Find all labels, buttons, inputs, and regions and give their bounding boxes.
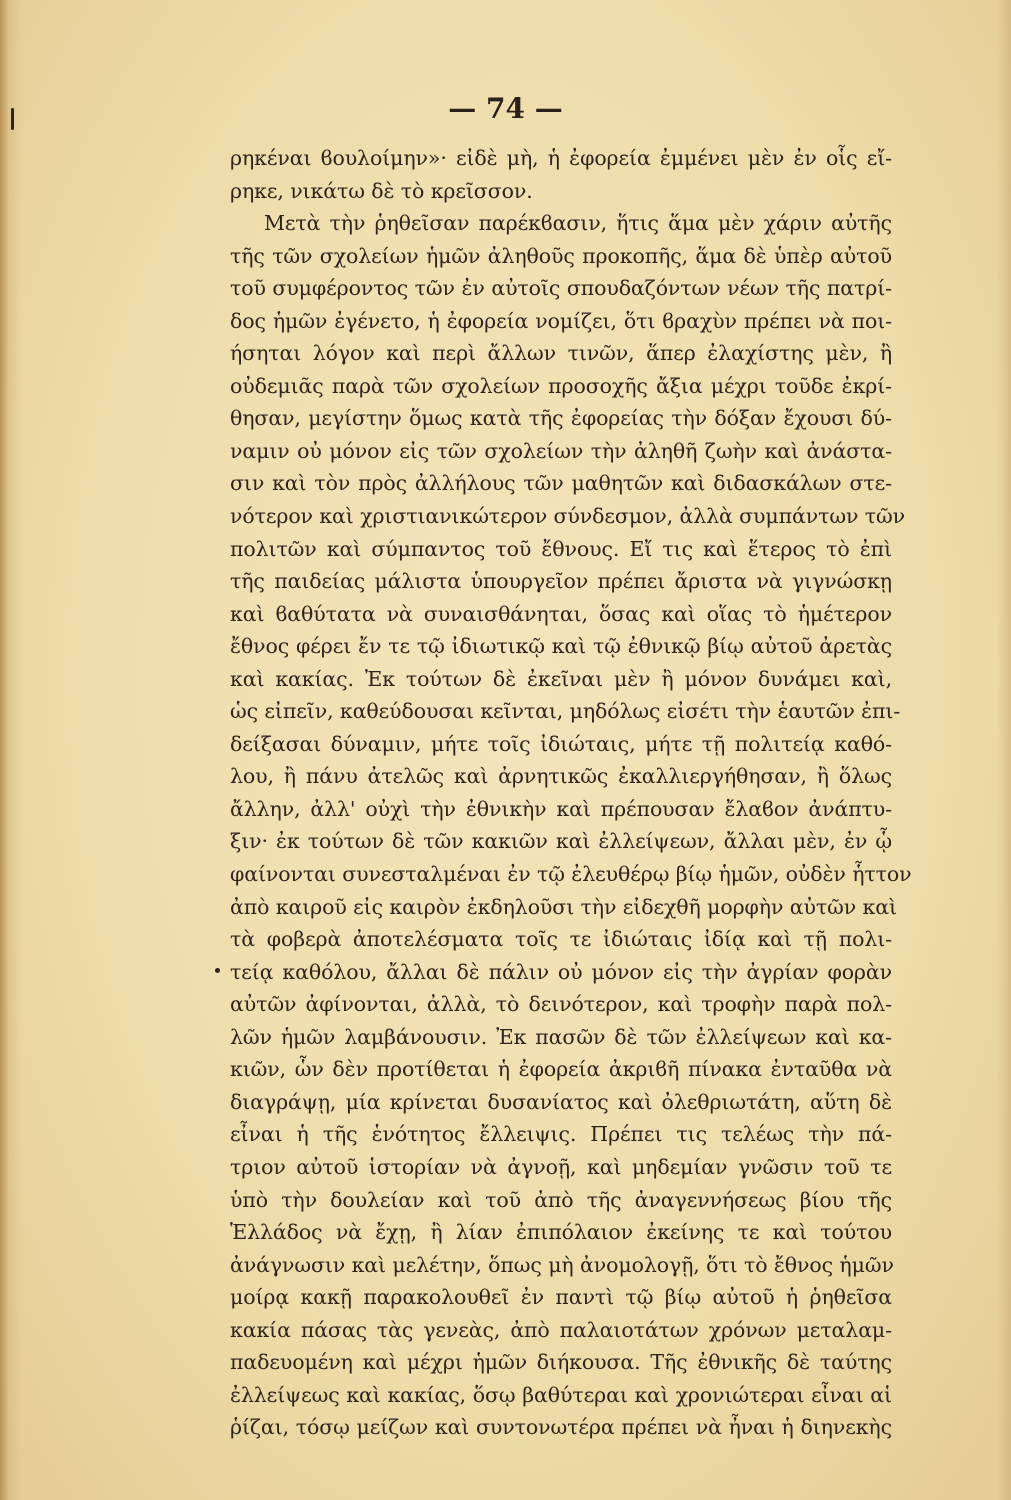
text-line: δείξασαι δύναμιν, μήτε τοῖς ἰδιώταις, μήτε τῇ πολιτείᾳ καθό- bbox=[230, 731, 892, 756]
text-line: σιν καὶ τὸν πρὸς ἀλλήλους τῶν μαθητῶν καὶ διδασκάλων στε- bbox=[230, 471, 892, 496]
text-line: τὰ φοβερὰ ἀποτελέσματα τοῖς τε ἰδιώταις ἰδίᾳ καὶ τῇ πολι- bbox=[230, 927, 892, 952]
text-line: νότερον καὶ χριστιανικώτερον σύνδεσμον, ἀλλὰ συμπάντων τῶν bbox=[230, 504, 905, 529]
text-line: θησαν, μεγίστην ὅμως κατὰ τῆς ἐφορείας τὴν δόξαν ἔχουσι δύ- bbox=[230, 406, 892, 431]
ink-speck bbox=[11, 108, 14, 130]
text-line: φαίνονται συνεσταλμέναι ἐν τῷ ἐλευθέρῳ βίῳ ἡμῶν, οὐδὲν ἧττον bbox=[230, 862, 912, 887]
text-line: παδευομένη καὶ μέχρι ἡμῶν διήκουσα. Τῆς ἐθνικῆς δὲ ταύτης bbox=[230, 1350, 892, 1375]
text-line: ήσηται λόγον καὶ περὶ ἄλλων τινῶν, ἅπερ ἐλαχίστης μὲν, ἢ bbox=[230, 341, 892, 366]
text-line: πολιτῶν καὶ σύμπαντος τοῦ ἔθνους. Εἴ τις καὶ ἕτερος τὸ ἐπὶ bbox=[230, 536, 892, 561]
page-body-text bbox=[230, 142, 912, 1444]
text-line: καὶ κακίας. Ἐκ τούτων δὲ ἐκεῖναι μὲν ἢ μόνον δυνάμει καὶ, bbox=[230, 666, 892, 691]
text-line: ἐλλείψεως καὶ κακίας, ὅσῳ βαθύτεραι καὶ χρονιώτεραι εἶναι αἱ bbox=[230, 1382, 892, 1407]
page-number: — 74 — bbox=[448, 92, 563, 125]
text-line: μοίρᾳ κακῇ παρακολουθεῖ ἐν παντὶ τῷ βίῳ αὐτοῦ ἡ ῥηθεῖσα bbox=[230, 1285, 892, 1310]
text-line: ἔθνος φέρει ἔν τε τῷ ἰδιωτικῷ καὶ τῷ ἐθνικῷ βίῳ αὐτοῦ ἀρετὰς bbox=[230, 634, 892, 659]
text-line: καὶ ϐαθύτατα νὰ συναισθάνηται, ὅσας καὶ οἵας τὸ ἡμέτερον bbox=[230, 601, 892, 626]
text-line: αὐτῶν ἀφίνονται, ἀλλὰ, τὸ δεινότερον, καὶ τροφὴν παρὰ πολ- bbox=[230, 992, 892, 1017]
text-line: κιῶν, ὧν δὲν προτίθεται ἡ ἐφορεία ἀκριϐῆ πίνακα ἐνταῦθα νὰ bbox=[230, 1057, 892, 1082]
text-line: ὡς εἰπεῖν, καθεύδουσαι κεῖνται, μηδόλως εἰσέτι τὴν ἑαυτῶν ἐπι- bbox=[230, 699, 901, 724]
page-edge-shading bbox=[997, 0, 1011, 1500]
text-line: ξιν· ἐκ τούτων δὲ τῶν κακιῶν καὶ ἐλλείψεων, ἄλλαι μὲν, ἐν ᾧ bbox=[230, 829, 892, 854]
text-line: ῥίζαι, τόσῳ μείζων καὶ συντονωτέρα πρέπει νὰ ἦναι ἡ διηνεκὴς bbox=[230, 1415, 892, 1440]
text-line: ναμιν οὐ μόνον εἰς τῶν σχολείων τὴν ἀληθῆ ζωὴν καὶ ἀνάστα- bbox=[230, 438, 892, 463]
text-line: τείᾳ καθόλου, ἄλλαι δὲ πάλιν οὐ μόνον εἰς τὴν ἀγρίαν φορὰν bbox=[230, 959, 892, 984]
text-line: ἀπὸ καιροῦ εἰς καιρὸν ἐκδηλοῦσι τὴν εἰδεχθῆ μορφὴν αὐτῶν καὶ bbox=[230, 894, 897, 919]
ink-speck bbox=[215, 968, 220, 973]
text-line: ὑπὸ τὴν δουλείαν καὶ τοῦ ἀπὸ τῆς ἀναγεννήσεως βίου τῆς bbox=[230, 1187, 892, 1212]
text-line: οὐδεμιᾶς παρὰ τῶν σχολείων προσοχῆς ἄξια μέχρι τοῦδε ἐκρί- bbox=[230, 373, 892, 398]
text-line: τοῦ συμφέροντος τῶν ἐν αὐτοῖς σπουδαζόντων νέων τῆς πατρί- bbox=[230, 276, 892, 301]
text-line: ρηκέναι ϐουλοίμην»· εἰδὲ μὴ, ἡ ἐφορεία ἐμμένει μὲν ἐν οἷς εἴ- bbox=[230, 146, 892, 170]
page-binding-shadow bbox=[0, 0, 22, 1500]
text-line: δος ἡμῶν ἐγένετο, ἡ ἐφορεία νομίζει, ὅτι ϐραχὺν πρέπει νὰ ποι- bbox=[230, 308, 892, 333]
text-line: ἀνάγνωσιν καὶ μελέτην, ὅπως μὴ ἀνομολογῇ, ὅτι τὸ ἔθνος ἡμῶν bbox=[230, 1252, 894, 1277]
text-line: διαγράψῃ, μία κρίνεται δυσανίατος καὶ ὀλεθριωτάτη, αὕτη δὲ bbox=[230, 1089, 892, 1114]
text-line: τριον αὐτοῦ ἱστορίαν νὰ ἀγνοῇ, καὶ μηδεμίαν γνῶσιν τοῦ τε bbox=[230, 1154, 892, 1179]
text-line: λῶν ἡμῶν λαμβάνουσιν. Ἐκ πασῶν δὲ τῶν ἐλλείψεων καὶ κα- bbox=[230, 1024, 892, 1049]
text-line: ρηκε, νικάτω δὲ τὸ κρεῖσσον. bbox=[230, 178, 533, 203]
text-line: κακία πάσας τὰς γενεὰς, ἀπὸ παλαιοτάτων χρόνων μεταλαμ- bbox=[230, 1317, 892, 1342]
text-line: τῆς παιδείας μάλιστα ὑπουργεῖον πρέπει ἄριστα νὰ γιγνώσκῃ bbox=[230, 569, 892, 594]
text-line: ἄλλην, ἀλλ' οὐχὶ τὴν ἐθνικὴν καὶ πρέπουσαν ἔλαϐον ἀνάπτυ- bbox=[230, 796, 892, 821]
text-line: λου, ἢ πάνυ ἀτελῶς καὶ ἀρνητικῶς ἐκαλλιεργήθησαν, ἢ ὅλως bbox=[230, 764, 892, 789]
text-line: Ἑλλάδος νὰ ἔχῃ, ἢ λίαν ἐπιπόλαιον ἐκείνης τε καὶ τούτου bbox=[230, 1220, 892, 1245]
text-line: εἶναι ἡ τῆς ἑνότητος ἔλλειψις. Πρέπει τις τελέως τὴν πά- bbox=[230, 1122, 892, 1147]
text-line: τῆς τῶν σχολείων ἡμῶν ἀληθοῦς προκοπῆς, ἅμα δὲ ὑπὲρ αὐτοῦ bbox=[230, 243, 892, 268]
text-line: Μετὰ τὴν ῥηθεῖσαν παρέκϐασιν, ἥτις ἅμα μὲν χάριν αὐτῆς bbox=[264, 211, 892, 236]
